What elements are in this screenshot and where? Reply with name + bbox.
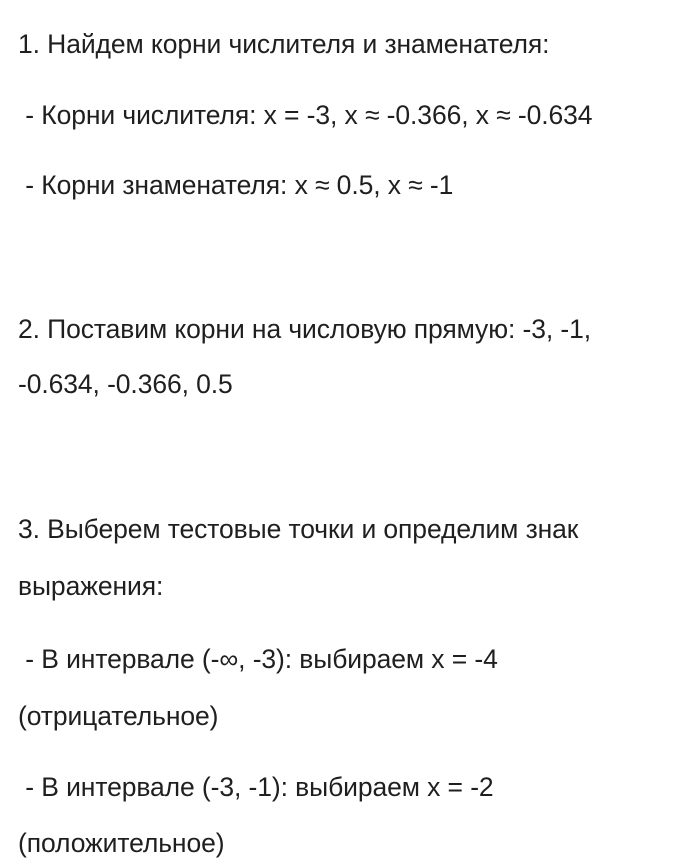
step3-line1: 3. Выберем тестовые точки и определим знак xyxy=(18,514,579,544)
step2-line1: 2. Поставим корни на числовую прямую: -3, -1, xyxy=(18,314,592,344)
denominator-roots: - Корни знаменателя: x ≈ 0.5, x ≈ -1 xyxy=(18,170,454,200)
interval2-line2: (положительное) xyxy=(18,828,225,858)
numerator-roots: - Корни числителя: x = -3, x ≈ -0.366, x ≈ -0.634 xyxy=(18,100,593,130)
step1-heading: 1. Найдем корни числителя и знаменателя: xyxy=(18,29,550,59)
interval1-line1: - В интервале (-∞, -3): выбираем x = -4 xyxy=(18,644,498,674)
step3-line2: выражения: xyxy=(18,571,164,601)
interval2-line1: - В интервале (-3, -1): выбираем x = -2 xyxy=(18,772,494,802)
step2-line2: -0.634, -0.366, 0.5 xyxy=(18,369,233,399)
interval1-line2: (отрицательное) xyxy=(18,701,219,731)
